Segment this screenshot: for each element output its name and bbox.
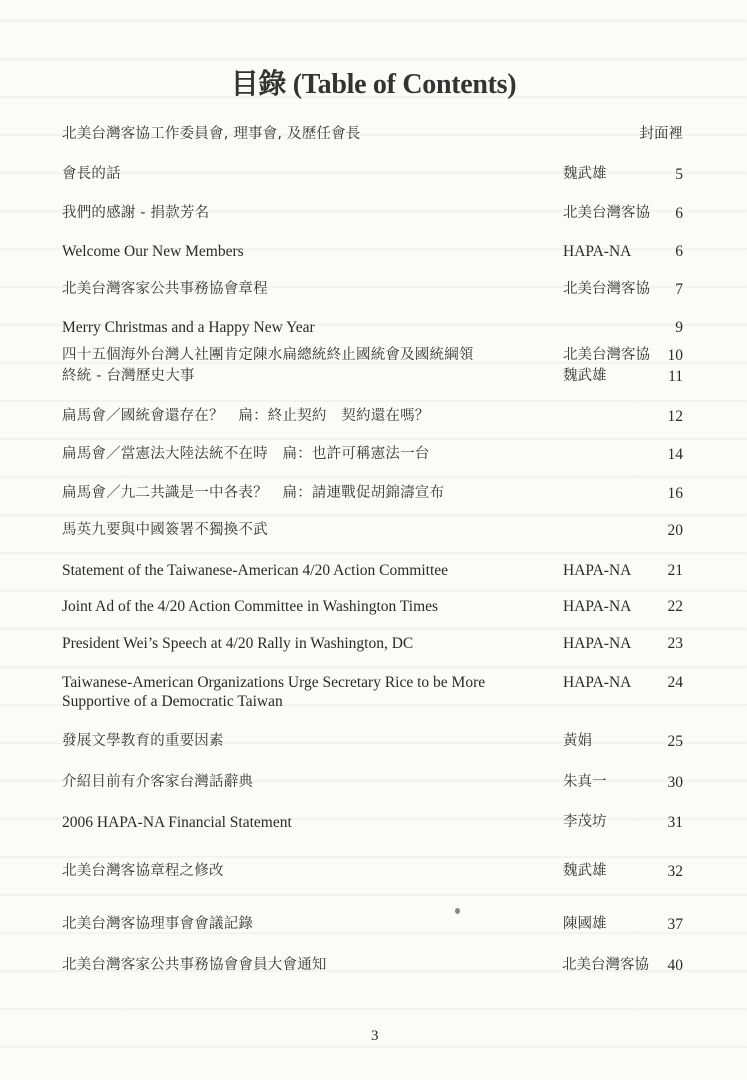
entry-title: 扁馬會／當憲法大陸法統不在時 扁：也許可稱憲法一台 xyxy=(62,446,430,462)
entry-author: 北美台灣客協 xyxy=(563,347,650,363)
entry-author: HAPA-NA xyxy=(563,598,632,615)
entry-page: 5 xyxy=(675,166,683,183)
entry-author: HAPA-NA xyxy=(563,674,632,691)
entry-author: 魏武雄 xyxy=(563,166,607,182)
entry-page: 12 xyxy=(667,408,683,425)
entry-title: 會長的話 xyxy=(62,166,121,182)
entry-page: 10 xyxy=(667,347,683,364)
entry-page: 6 xyxy=(675,243,683,260)
entry-title: Merry Christmas and a Happy New Year xyxy=(62,319,315,336)
entry-title: 發展文學教育的重要因素 xyxy=(62,733,224,749)
entry-title: 2006 HAPA-NA Financial Statement xyxy=(62,814,292,831)
entry-page: 7 xyxy=(675,281,683,298)
entry-title: Statement of the Taiwanese-American 4/20 Action Committee xyxy=(62,562,449,579)
entry-title: 北美台灣客協理事會會議記錄 xyxy=(62,916,254,932)
entry-title: 扁馬會／國統會還存在？ 扁：終止契約 契約還在嗎？ xyxy=(62,408,430,424)
page-title: 目錄 (Table of Contents) xyxy=(230,69,517,100)
entry-page: 30 xyxy=(667,774,683,791)
entry-author: 朱真一 xyxy=(563,774,607,790)
entry-page: 封面裡 xyxy=(639,126,683,142)
entry-title: Joint Ad of the 4/20 Action Committee in Washington Times xyxy=(62,598,439,615)
entry-author: 黃娟 xyxy=(563,733,592,749)
page-number: 3 xyxy=(371,1028,379,1044)
entry-page: 11 xyxy=(668,368,683,385)
entry-page: 40 xyxy=(667,957,683,974)
entry-title: 四十五個海外台灣人社團肯定陳水扁總統終止國統會及國統綱領 xyxy=(62,347,474,363)
entry-author: 魏武雄 xyxy=(563,863,607,879)
entry-page: 25 xyxy=(667,733,683,750)
entry-author: 北美台灣客協 xyxy=(563,205,650,221)
entry-page: 32 xyxy=(667,863,683,880)
entry-title: 馬英九要與中國簽署不獨換不武 xyxy=(62,522,268,538)
entry-title: 北美台灣客家公共事務協會會員大會通知 xyxy=(62,957,327,973)
entry-page: 31 xyxy=(667,814,683,831)
entry-title: President Wei’s Speech at 4/20 Rally in Washington, DC xyxy=(62,635,414,652)
entry-page: 21 xyxy=(667,562,683,579)
ink-speck xyxy=(455,908,460,914)
entry-title: Welcome Our New Members xyxy=(62,243,244,260)
entry-author: 北美台灣客協 xyxy=(562,957,649,973)
entry-page: 14 xyxy=(667,446,683,463)
entry-title: 終統 - 台灣歷史大事 xyxy=(62,368,195,384)
entry-author: 北美台灣客協 xyxy=(563,281,650,297)
entry-author: HAPA-NA xyxy=(563,243,632,260)
entry-author: 魏武雄 xyxy=(563,368,607,384)
entry-page: 20 xyxy=(667,522,683,539)
entry-page: 9 xyxy=(675,319,683,336)
entry-title: Taiwanese-American Organizations Urge Secretary Rice to be More Supportive of a Democratic Taiwan xyxy=(62,674,486,710)
entry-title: 北美台灣客家公共事務協會章程 xyxy=(62,281,268,297)
entry-title: 介紹目前有介客家台灣話辭典 xyxy=(62,774,254,790)
entry-author: 李茂坊 xyxy=(563,814,607,830)
entry-author: 陳國雄 xyxy=(563,916,607,932)
entry-author: HAPA-NA xyxy=(563,562,632,579)
entry-page: 16 xyxy=(667,485,683,502)
entry-page: 37 xyxy=(667,916,683,933)
entry-title: 扁馬會／九二共識是一中各表？ 扁：請連戰促胡錦濤宣布 xyxy=(62,485,445,501)
entry-title: 北美台灣客協工作委員會, 理事會, 及歷任會長 xyxy=(62,126,361,142)
entry-title: 北美台灣客協章程之修改 xyxy=(62,863,224,879)
entry-title: 我們的感謝 - 捐款芳名 xyxy=(62,205,210,221)
entry-author: HAPA-NA xyxy=(563,635,632,652)
entry-page: 6 xyxy=(675,205,683,222)
entry-page: 22 xyxy=(667,598,683,615)
entry-page: 24 xyxy=(667,674,683,691)
entry-page: 23 xyxy=(667,635,683,652)
